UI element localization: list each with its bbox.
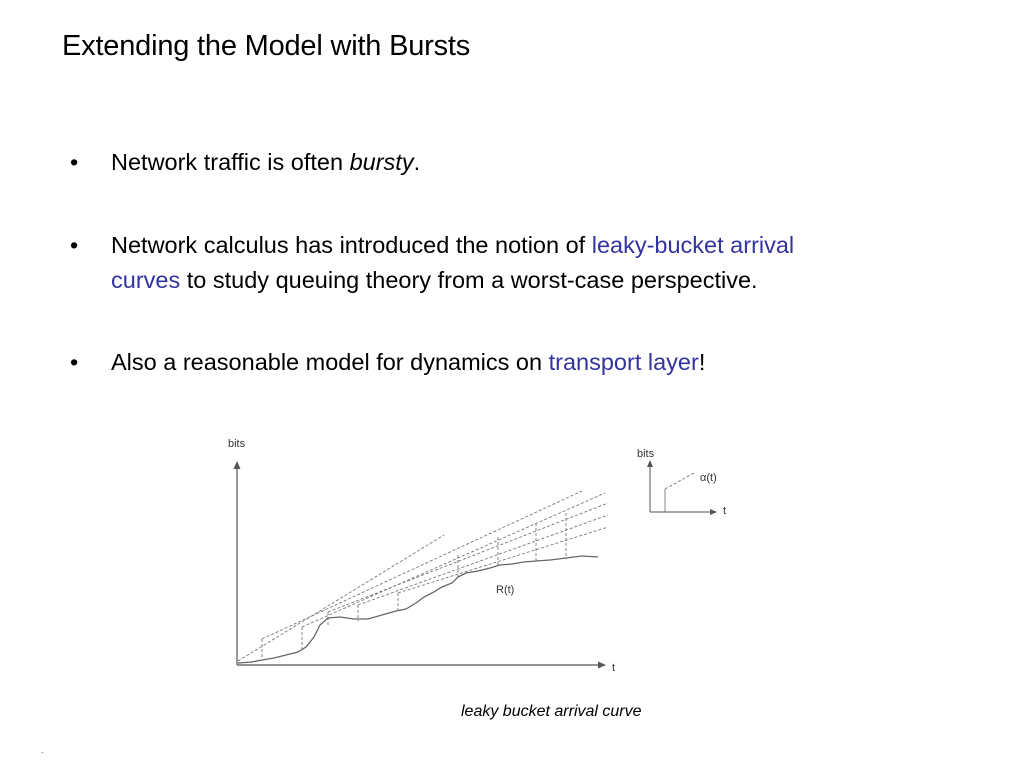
bullet-text-before: Network traffic is often — [111, 149, 350, 175]
leaky-bucket-highlight-continued: curves — [111, 267, 181, 293]
bucket-line — [238, 535, 444, 661]
bullet-marker: • — [70, 149, 79, 175]
arrival-curve-figure — [210, 425, 750, 685]
inset-alpha-line — [665, 473, 694, 489]
inset-x-axis-arrow-icon — [710, 509, 717, 515]
bullet-text-after: . — [413, 149, 421, 175]
bullet-text-after: to study queuing theory from a worst-case perspective. — [180, 267, 758, 293]
figure-caption: leaky bucket arrival curve — [461, 703, 642, 720]
bullet-marker: • — [70, 349, 79, 375]
bullet-text — [111, 145, 951, 180]
bursty-emphasis: bursty — [349, 149, 414, 175]
y-axis-label: bits — [228, 438, 246, 450]
x-axis-label: t — [612, 662, 616, 674]
inset-plot — [637, 448, 726, 517]
main-plot — [228, 438, 615, 674]
leaky-bucket-lines — [238, 491, 608, 661]
x-axis-arrow-icon — [598, 662, 606, 669]
inset-curve-label: α(t) — [700, 472, 717, 484]
bullet-text — [111, 345, 951, 380]
slide-title: Extending the Model with Bursts — [62, 30, 471, 62]
bucket-line — [262, 491, 582, 639]
bullet-text-before: Also a reasonable model for dynamics on — [111, 349, 549, 375]
curve-label: R(t) — [496, 584, 515, 596]
bullet-marker: • — [70, 232, 79, 258]
y-axis-arrow-icon — [234, 461, 241, 469]
bucket-line — [358, 515, 608, 605]
r-t-curve — [238, 556, 598, 663]
bullet-text-after: ! — [698, 349, 706, 375]
bullet-text-before: Network calculus has introduced the notion of — [111, 232, 592, 258]
inset-y-axis-arrow-icon — [647, 460, 653, 467]
bullet-text — [111, 228, 951, 298]
bucket-line — [302, 493, 605, 627]
footer-mark: - — [41, 748, 44, 757]
transport-layer-highlight: transport layer — [548, 349, 699, 375]
leaky-bucket-highlight: leaky-bucket arrival — [591, 232, 795, 258]
burst-drops — [262, 513, 566, 659]
inset-x-axis-label: t — [723, 505, 727, 517]
inset-y-axis-label: bits — [637, 448, 655, 460]
